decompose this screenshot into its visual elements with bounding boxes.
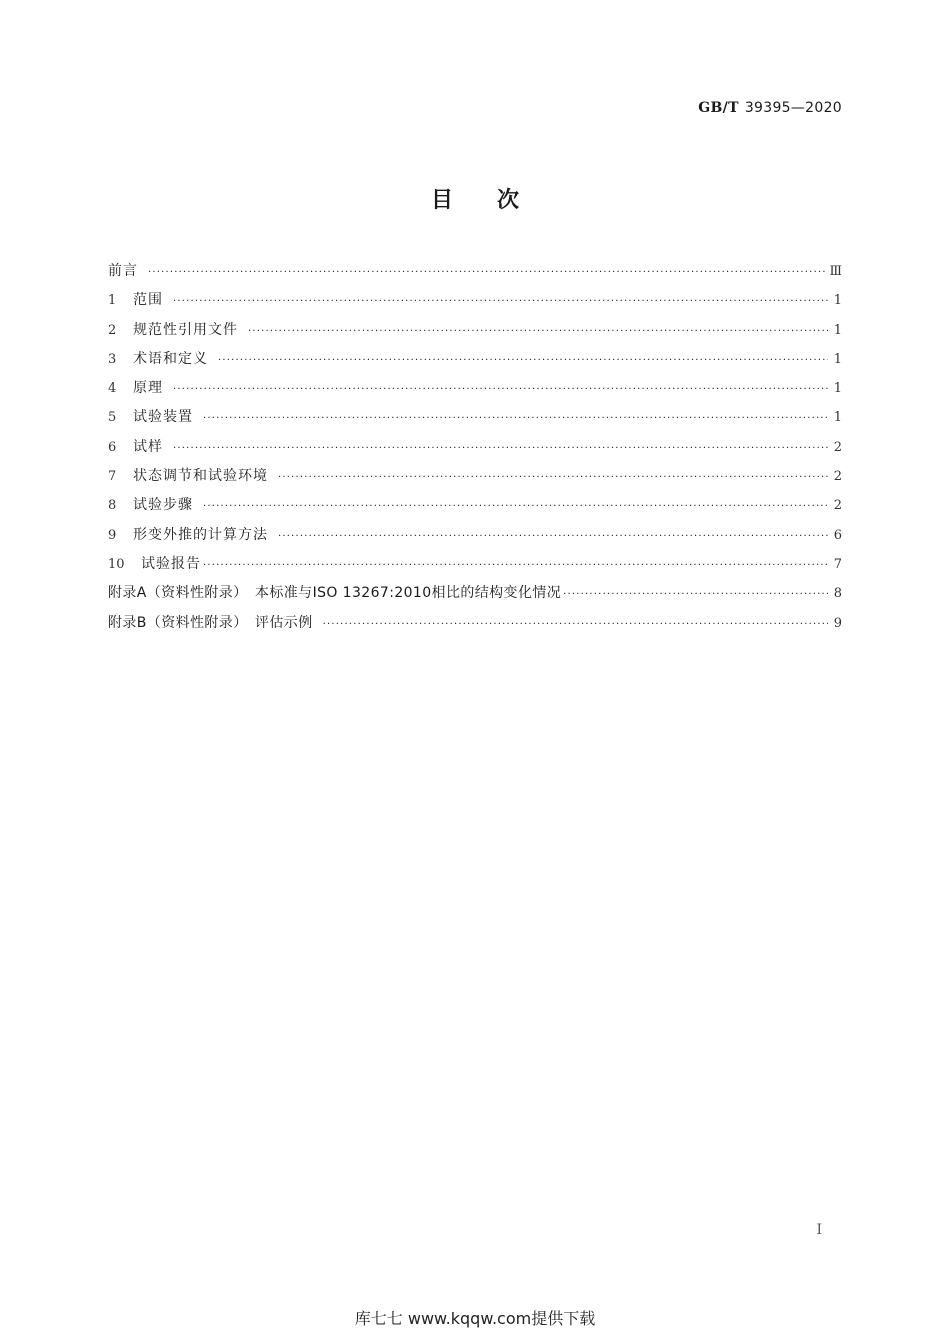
toc-entry-number: 8 (108, 498, 117, 514)
toc-entry-number: 4 (108, 381, 117, 397)
toc-entry-page: 2 (833, 498, 842, 514)
dot-leader (323, 610, 828, 639)
toc-entry-number: 2 (108, 322, 117, 338)
page-title (0, 183, 950, 214)
standard-code (698, 100, 842, 116)
dot-leader (203, 551, 828, 580)
dot-leader (173, 287, 828, 316)
toc-entry-5[interactable] (108, 403, 842, 432)
toc-entry-label: 状态调节和试验环境 (133, 468, 268, 485)
dot-leader (203, 492, 828, 521)
toc-entry-annex-a[interactable] (108, 579, 842, 608)
toc-entry-number: 6 (108, 439, 117, 455)
toc-entry-1[interactable] (108, 286, 842, 315)
toc-entry-6[interactable] (108, 433, 842, 462)
toc-entry-page: 1 (833, 351, 842, 367)
dot-leader (173, 375, 828, 404)
dot-leader (148, 258, 825, 287)
toc-entry-number: 1 (108, 293, 117, 309)
page-number: Ⅰ (816, 1222, 822, 1238)
toc-entry-label: 附录A（资料性附录） 本标准与ISO 13267:2010相比的结构变化情况 (108, 585, 562, 602)
toc-entry-page: 2 (833, 439, 842, 455)
toc-entry-page: 1 (833, 410, 842, 426)
toc-entry-label: 试验报告 (141, 555, 201, 572)
toc-entry-annex-b[interactable] (108, 609, 842, 638)
dot-leader (248, 317, 828, 346)
dot-leader (278, 522, 828, 551)
dot-leader (203, 404, 828, 433)
standard-prefix: GB/T (698, 100, 739, 116)
toc-entry-page: 2 (833, 469, 842, 485)
toc-entry-label: 术语和定义 (133, 350, 208, 367)
toc-entry-9[interactable] (108, 521, 842, 550)
toc-entry-number: 7 (108, 469, 117, 485)
toc-entry-label: 范围 (133, 292, 163, 309)
toc-entry-label: 原理 (133, 380, 163, 397)
toc-entry-label: 附录B（资料性附录） 评估示例 (108, 614, 313, 631)
toc-entry-page: 1 (833, 322, 842, 338)
footer-watermark: 库七七 www.kqqw.com提供下载 (354, 1309, 596, 1328)
toc-entry-number: 5 (108, 410, 117, 426)
toc-entry-page: 7 (833, 556, 842, 572)
toc-entry-page: 1 (833, 381, 842, 397)
toc-entry-10[interactable] (108, 550, 842, 579)
toc-entry-label: 规范性引用文件 (133, 321, 238, 338)
title-char-1: 目 (430, 188, 453, 213)
dot-leader (218, 346, 828, 375)
toc-entry-page: 9 (833, 615, 842, 631)
toc-entry-2[interactable] (108, 316, 842, 345)
standard-number: 39395—2020 (744, 100, 842, 116)
toc-entry-label: 形变外推的计算方法 (133, 526, 268, 543)
title-char-2: 次 (497, 188, 520, 213)
toc-entry-label: 试验装置 (133, 409, 193, 426)
toc-entry-foreword[interactable] (108, 257, 842, 286)
toc-entry-page: 8 (833, 586, 842, 602)
dot-leader (563, 580, 828, 609)
table-of-contents (108, 257, 842, 638)
toc-entry-8[interactable] (108, 491, 842, 520)
toc-entry-page: 6 (833, 527, 842, 543)
toc-entry-7[interactable] (108, 462, 842, 491)
toc-entry-number: 9 (108, 527, 117, 543)
toc-entry-3[interactable] (108, 345, 842, 374)
toc-entry-label: 前言 (108, 263, 138, 279)
toc-entry-4[interactable] (108, 374, 842, 403)
toc-entry-page: Ⅲ (829, 264, 842, 279)
dot-leader (278, 463, 828, 492)
toc-entry-number: 3 (108, 351, 117, 367)
toc-entry-page: 1 (833, 293, 842, 309)
toc-entry-label: 试样 (133, 438, 163, 455)
toc-entry-number: 10 (108, 556, 125, 572)
toc-entry-label: 试验步骤 (133, 497, 193, 514)
dot-leader (173, 434, 828, 463)
